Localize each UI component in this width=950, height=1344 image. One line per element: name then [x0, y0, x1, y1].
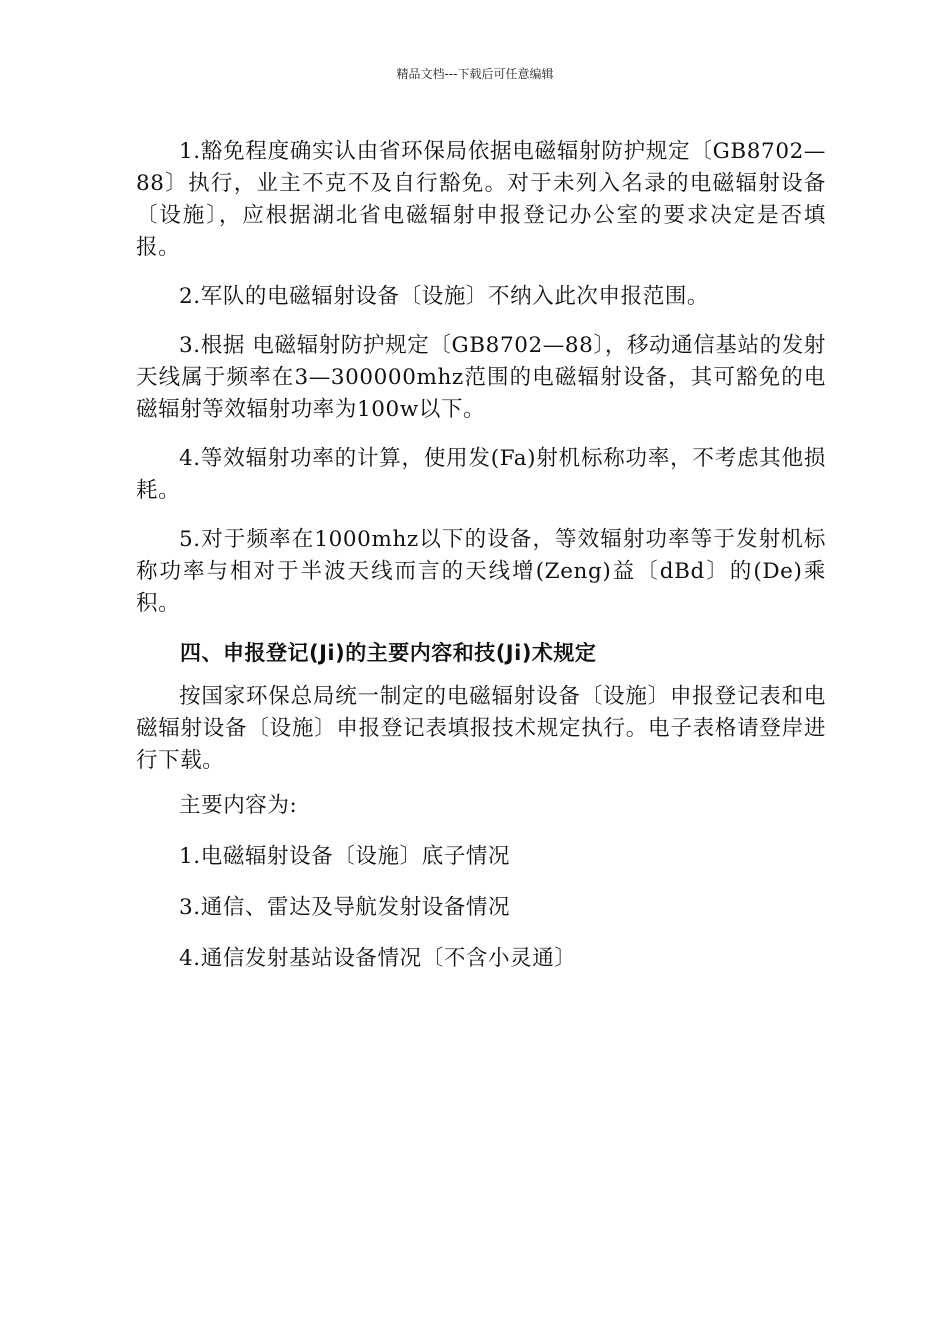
main-content-label: 主要内容为:: [179, 793, 298, 818]
paragraph-registration-rules: 按国家环保总局统一制定的电磁辐射设备〔设施〕申报登记表和电磁辐射设备〔设施〕申报登记表填报技术规定执行。电子表格请登岸进行下载。: [136, 684, 826, 773]
document-body: [136, 136, 826, 994]
page-header: 精品文档---下载后可任意编辑: [396, 67, 554, 81]
paragraph-military-equipment: 2.军队的电磁辐射设备〔设施〕不纳入此次申报范围。: [179, 284, 710, 309]
paragraph-exemption-procedure: 1.豁免程度确实认由省环保局依据电磁辐射防护规定〔GB8702—88〕执行，业主不克不及自行豁免。对于未列入名录的电磁辐射设备〔设施〕，应根据湖北省电磁辐射申报登记办公室的要求决定是否填报。: [136, 139, 826, 260]
list-item: 4.通信发射基站设备情况〔不含小灵通〕: [179, 946, 577, 971]
list-item: 3.通信、雷达及导航发射设备情况: [179, 895, 511, 920]
list-item: 1.电磁辐射设备〔设施〕底子情况: [179, 844, 511, 869]
section-heading: 四、申报登记(Ji)的主要内容和技(Ji)术规定: [180, 641, 597, 665]
paragraph-power-calculation: 4.等效辐射功率的计算，使用发(Fa)射机标称功率，不考虑其他损耗。: [136, 446, 826, 503]
paragraph-base-station: 3.根据 电磁辐射防护规定〔GB8702—88〕，移动通信基站的发射天线属于频率在3—300000mhz范围的电磁辐射设备，其可豁免的电磁辐射等效辐射功率为100w以下。: [136, 333, 826, 422]
paragraph-frequency-rule: 5.对于频率在1000mhz以下的设备，等效辐射功率等于发射机标称功率与相对于半波天线而言的天线增(Zeng)益〔dBd〕的(De)乘积。: [136, 527, 826, 616]
